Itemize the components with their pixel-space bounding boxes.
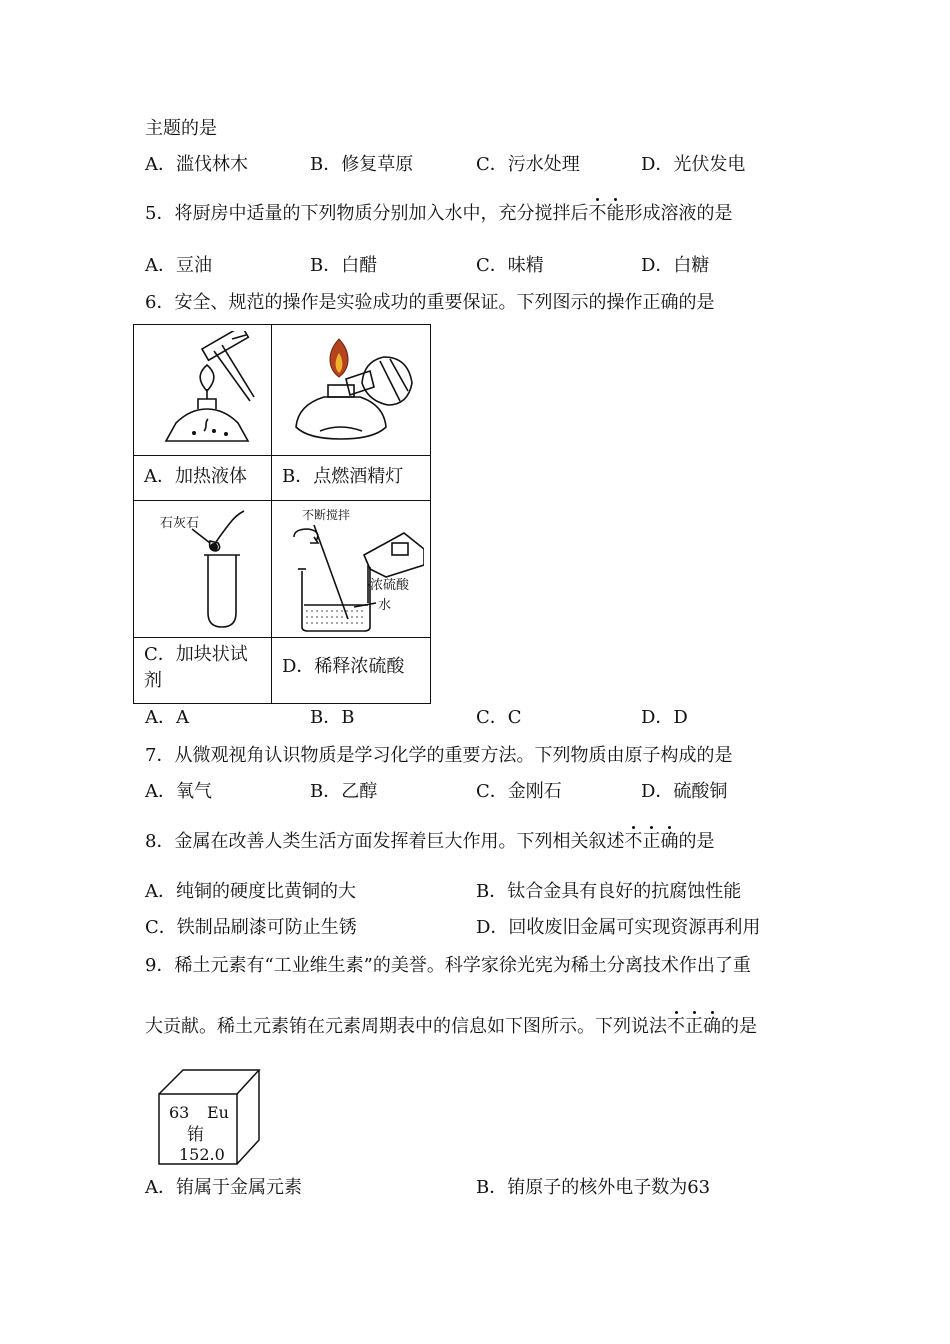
q4-option-a[interactable]: A．滥伐林木 (145, 154, 248, 175)
q9-stem-text-end: 的是 (721, 1016, 757, 1037)
caption-b: B．点燃酒精灯 (282, 466, 404, 487)
q7-option-c[interactable]: C．金刚石 (476, 781, 562, 802)
q8-option-c[interactable]: C．铁制品刷漆可防止生锈 (145, 917, 357, 938)
europium-element-cell (155, 1066, 265, 1168)
emphasis-char: 正 (642, 831, 661, 852)
emphasis-char: 不 (588, 203, 607, 224)
q9-option-a[interactable]: A．铕属于金属元素 (145, 1177, 302, 1198)
q8-stem-text: 8．金属在改善人类生活方面发挥着巨大作用。下列相关叙述 (145, 831, 625, 852)
q4-option-c[interactable]: C．污水处理 (476, 154, 580, 175)
atomic-number: 63 (169, 1103, 190, 1122)
atomic-mass: 152.0 (179, 1145, 225, 1164)
water-label: 水 (378, 598, 392, 613)
q6-figure-table (133, 324, 431, 704)
lighting-alcohol-lamp-illustration (284, 331, 419, 449)
caption-c-line2: 剂 (144, 670, 162, 691)
caption-a: A．加热液体 (144, 466, 247, 487)
emphasis-char: 不 (667, 1016, 685, 1037)
q7-stem: 7．从微观视角认识物质是学习化学的重要方法。下列物质由原子构成的是 (145, 745, 733, 766)
q7-option-d[interactable]: D．硫酸铜 (641, 781, 728, 802)
q8-stem-text-end: 的是 (678, 831, 715, 852)
q9-stem-line2 (145, 1016, 757, 1038)
q8-option-d[interactable]: D．回收废旧金属可实现资源再利用 (476, 917, 761, 938)
q9-option-b[interactable]: B．铕原子的核外电子数为63 (476, 1177, 711, 1198)
q5-option-c[interactable]: C．味精 (476, 255, 544, 276)
emphasis-char: 能 (606, 203, 625, 224)
q9-stem-text: 大贡献。稀土元素铕在元素周期表中的信息如下图所示。下列说法 (145, 1016, 667, 1037)
q6-option-c[interactable]: C．C (476, 707, 522, 728)
q6-option-d[interactable]: D．D (641, 707, 688, 728)
caption-c-line1: C．加块状试 (144, 644, 248, 665)
q8-option-b[interactable]: B．钛合金具有良好的抗腐蚀性能 (476, 881, 742, 902)
q5-option-a[interactable]: A．豆油 (145, 255, 212, 276)
q5-stem-text: 5．将厨房中适量的下列物质分别加入水中，充分搅拌后 (145, 203, 589, 224)
q8-option-a[interactable]: A．纯铜的硬度比黄铜的大 (145, 881, 356, 902)
emphasis-char: 确 (660, 831, 679, 852)
emphasis-char: 正 (685, 1016, 703, 1037)
emphasis-char: 不 (624, 831, 643, 852)
diluting-acid-illustration (284, 503, 424, 635)
q8-stem (145, 831, 714, 853)
q7-option-b[interactable]: B．乙醇 (310, 781, 378, 802)
q6-option-b[interactable]: B．B (310, 707, 355, 728)
q7-option-a[interactable]: A．氧气 (145, 781, 212, 802)
q5-option-b[interactable]: B．白醋 (310, 255, 378, 276)
limestone-label: 石灰石 (160, 516, 200, 531)
q9-stem-line1: 9．稀土元素有“工业维生素”的美誉。科学家徐光宪为稀土分离技术作出了重 (145, 955, 751, 976)
heating-liquid-illustration (154, 331, 259, 449)
q6-option-a[interactable]: A．A (145, 707, 189, 728)
acid-label: 浓硫酸 (370, 578, 410, 593)
adding-solid-reagent-illustration (152, 505, 267, 633)
q5-stem (145, 203, 732, 225)
element-symbol: Eu (207, 1103, 229, 1122)
element-name: 铕 (187, 1125, 204, 1145)
caption-d: D．稀释浓硫酸 (282, 656, 405, 677)
stir-label: 不断搅拌 (302, 508, 351, 522)
q4-option-d[interactable]: D．光伏发电 (641, 154, 746, 175)
q5-stem-text-end: 形成溶液的是 (624, 203, 733, 224)
q4-stem-continued: 主题的是 (145, 118, 217, 139)
q4-option-b[interactable]: B．修复草原 (310, 154, 414, 175)
q5-option-d[interactable]: D．白糖 (641, 255, 710, 276)
q6-stem: 6．安全、规范的操作是实验成功的重要保证。下列图示的操作正确的是 (145, 292, 715, 313)
emphasis-char: 确 (703, 1016, 721, 1037)
